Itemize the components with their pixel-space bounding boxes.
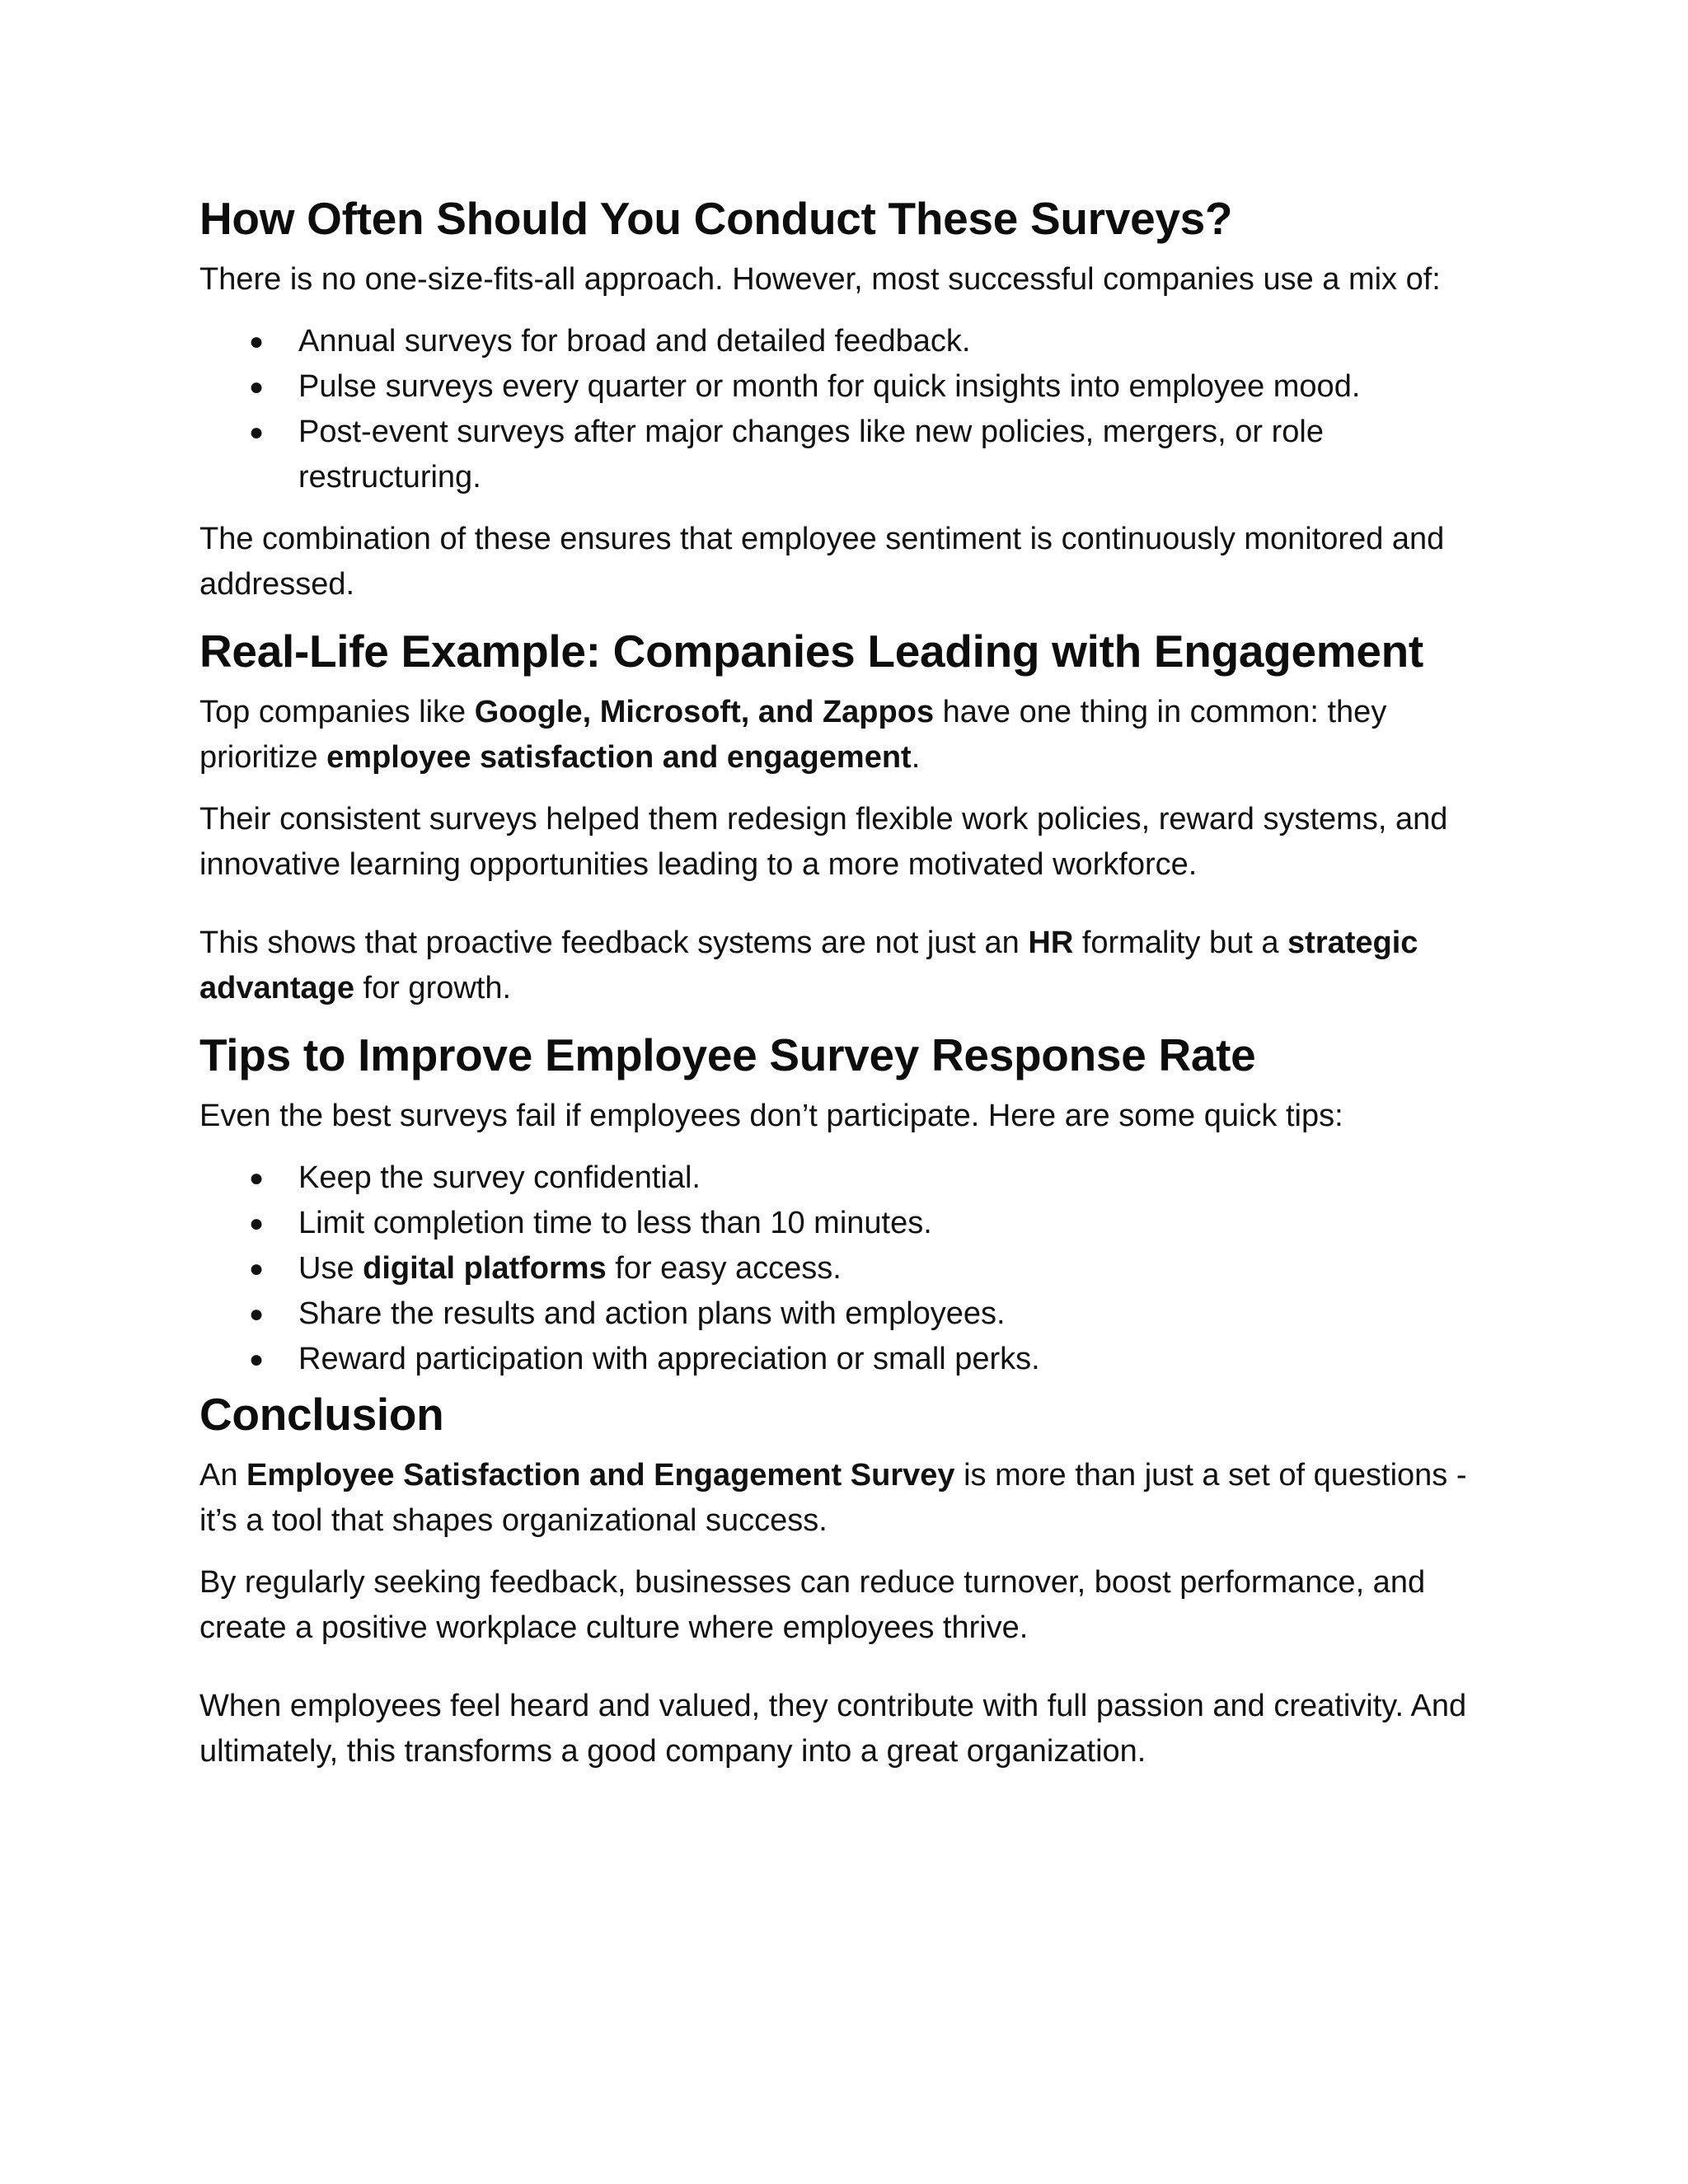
section-heading-survey-frequency: How Often Should You Conduct These Surveys? (199, 193, 1233, 244)
paragraph-outro: The combination of these ensures that employee sentiment is continuously monitored and addressed. (199, 522, 1445, 602)
paragraph-conclusion-2: By regularly seeking feedback, businesses can reduce turnover, boost performance, and create a positive workplace culture where employees thrive. (199, 1565, 1426, 1645)
paragraph-top-companies: Top companies like Google, Microsoft, and Zappos have one thing in common: they prioritize employee satisfaction and engagement. (199, 695, 1387, 775)
paragraph-proactive-feedback: This shows that proactive feedback systems are not just an HR formality but a strategic advantage for growth. (199, 926, 1418, 1005)
bullet-icon: ● (249, 1255, 265, 1282)
paragraph-tips-intro: Even the best surveys fail if employees don’t participate. Here are some quick tips: (199, 1099, 1343, 1133)
paragraph-conclusion-1: An Employee Satisfaction and Engagement Survey is more than just a set of questions - it’s a tool that shapes organizational success. (199, 1458, 1467, 1538)
list-item: ● Post-event surveys after major changes like new policies, mergers, or role restructuring. (298, 410, 1502, 500)
list-item: ● Share the results and action plans with employees. (298, 1291, 1502, 1337)
bullet-list-tips (199, 1155, 1502, 1382)
list-item: ● Use digital platforms for easy access. (298, 1246, 1502, 1291)
list-item: ● Keep the survey confidential. (298, 1155, 1502, 1201)
list-item: ● Pulse surveys every quarter or month for quick insights into employee mood. (298, 364, 1502, 410)
section-heading-real-life-example: Real-Life Example: Companies Leading with Engagement (199, 626, 1423, 677)
bullet-icon: ● (249, 1346, 265, 1373)
paragraph-conclusion-3: When employees feel heard and valued, they contribute with full passion and creativity. And ultimately, this transforms a good company into a great organization. (199, 1689, 1467, 1769)
bullet-icon: ● (249, 328, 265, 355)
paragraph-intro: There is no one-size-fits-all approach. However, most successful companies use a mix of: (199, 262, 1441, 297)
paragraph-consistent-surveys: Their consistent surveys helped them redesign flexible work policies, reward systems, and innovative learning opportunities leading to a more motivated workforce. (199, 802, 1448, 882)
bullet-icon: ● (249, 1301, 265, 1328)
bullet-icon: ● (249, 1165, 265, 1192)
document-page (199, 191, 1502, 1791)
bullet-icon: ● (249, 373, 265, 401)
list-item: ● Limit completion time to less than 10 minutes. (298, 1201, 1502, 1246)
section-heading-conclusion: Conclusion (199, 1389, 444, 1440)
list-item: ● Reward participation with appreciation or small perks. (298, 1337, 1502, 1382)
list-item: ● Annual surveys for broad and detailed feedback. (298, 319, 1502, 364)
bullet-icon: ● (249, 419, 265, 446)
bullet-list-survey-types (199, 319, 1502, 500)
bullet-icon: ● (249, 1210, 265, 1237)
section-heading-response-rate-tips: Tips to Improve Employee Survey Response Rate (199, 1029, 1256, 1080)
